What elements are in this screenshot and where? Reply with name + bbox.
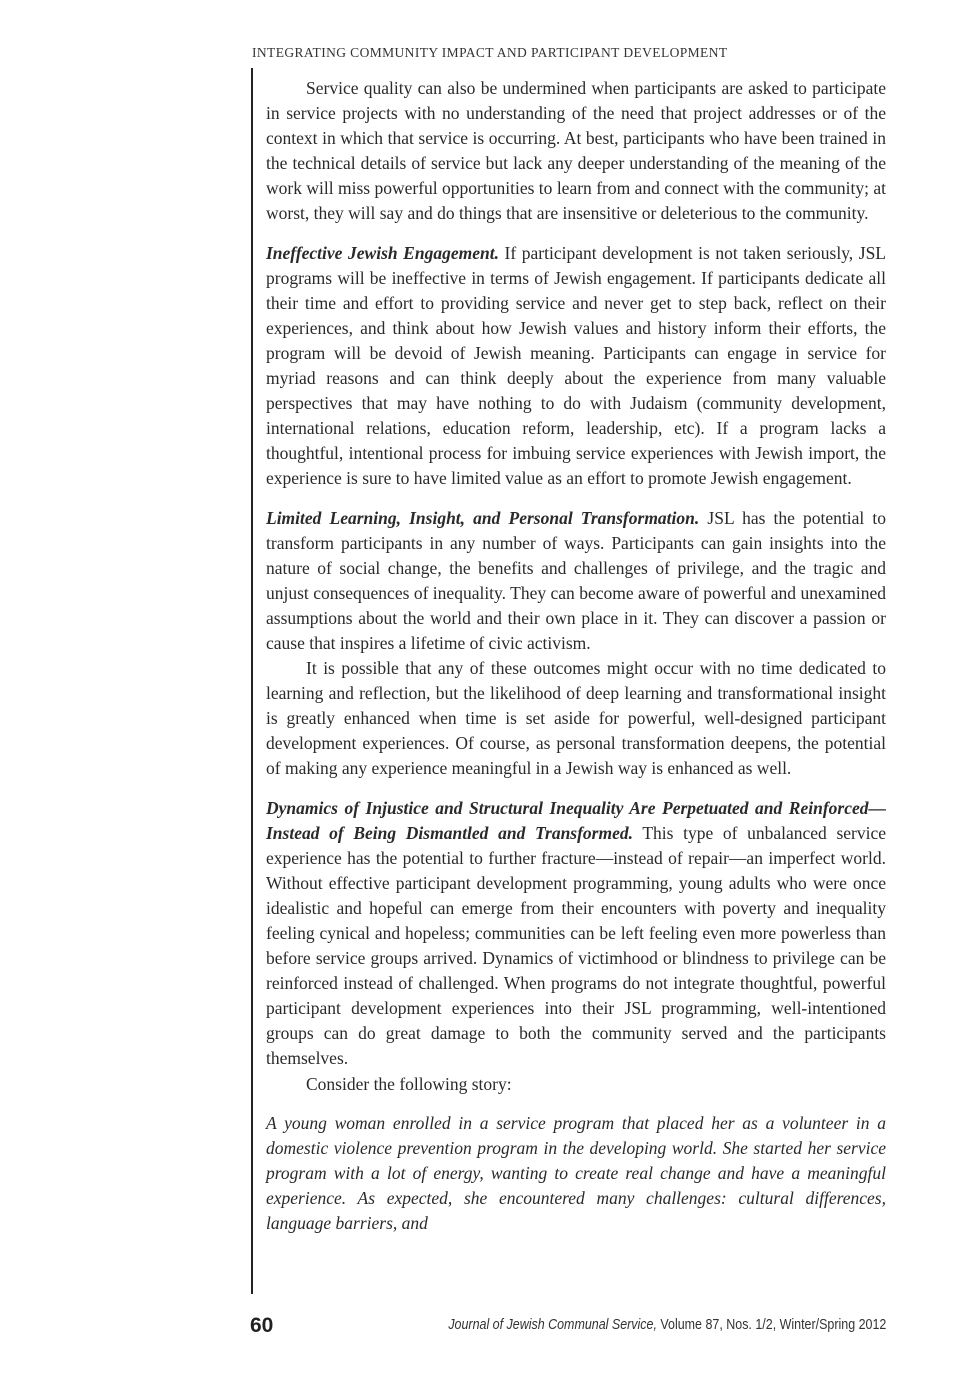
paragraph-service-quality: Service quality can also be undermined when participants are asked to participate in service projects with no understanding of the need that project addresses or of the context in which that service is occurring. At best, participants who have been trained in the technical details of service but lack any deeper understanding of the meaning of the work will miss powerful opportunities to learn from and connect with the community; at worst, they will say and do things that are insensitive or deleterious to the community.	[266, 78, 886, 224]
paragraph-limited-learning	[266, 506, 886, 657]
article-body	[266, 76, 886, 1236]
section-lead-dynamics-injustice: Dynamics of Injustice and Structural Inequality Are Perpetuated and Reinforced—Instead of Being Dismantled and Transformed.	[266, 797, 886, 843]
story-excerpt: A young woman enrolled in a service program that placed her as a volunteer in a domestic violence prevention program in the developing world. She started her service program with a lot of energy, wanting to create real change and have a meaningful experience. As expected, she encountered many challenges: cultural differences, language barriers, and	[266, 1112, 886, 1234]
section-text-ineffective-engagement: If participant development is not taken seriously, JSL programs will be ineffective in terms of Jewish engagement. If participants dedicate all their time and effort to providing service and never get to step back, reflect on their experiences, and think about how Jewish values and history inform their efforts, the program will be devoid of Jewish meaning. Participants can engage in service for myriad reasons and can think deeply about the experience from many valuable perspectives that may have nothing to do with Judaism (community development, international relations, education reform, leadership, etc). If a program lacks a thoughtful, intentional process for imbuing service experiences with Jewish import, the experience is sure to have limited value as an effort to promote Jewish engagement.	[266, 242, 886, 489]
section-lead-limited-learning: Limited Learning, Insight, and Personal Transformation.	[266, 507, 700, 528]
journal-issue: Volume 87, Nos. 1/2, Winter/Spring 2012	[656, 1317, 886, 1333]
running-head: INTEGRATING COMMUNITY IMPACT AND PARTICIPANT DEVELOPMENT	[252, 45, 728, 60]
page-number: 60	[250, 1314, 274, 1337]
section-lead-ineffective-engagement: Ineffective Jewish Engagement.	[266, 242, 499, 263]
paragraph-dynamics-injustice	[266, 796, 886, 1072]
paragraph-ineffective-engagement	[266, 241, 886, 492]
section-text-dynamics-injustice: This type of unbalanced service experience has the potential to further fracture—instead of repair—an imperfect world. Without effective participant development programming, young adults who were once idealistic and hopeful can emerge from their encounters with poverty and inequality feeling cynical and hopeless; communities can be left feeling even more powerless than before service groups arrived. Dynamics of victimhood or blindness to privilege can be reinforced instead of challenged. When programs do not integrate thoughtful, powerful participant development experiences into their JSL programming, well-intentioned groups can do great damage to both the community served and the participants themselves.	[266, 822, 886, 1069]
section-text-limited-learning: JSL has the potential to transform participants in any number of ways. Participants can gain insights into the nature of social change, the benefits and challenges of privilege, and the tragic and unjust consequences of inequality. They can become aware of powerful and unexamined assumptions about the world and their own place in it. They can discover a passion or cause that inspires a lifetime of civic activism.	[266, 507, 886, 653]
page-footer	[250, 1314, 886, 1338]
journal-title: Journal of Jewish Communal Service,	[447, 1317, 657, 1333]
journal-citation	[448, 1317, 886, 1333]
paragraph-learning-reflection: It is possible that any of these outcomes might occur with no time dedicated to learning and reflection, but the likelihood of deep learning and transformational insight is greatly enhanced when time is set aside for powerful, well-designed participant development experiences. Of course, as personal transformation deepens, the potential of making any experience meaningful in a Jewish way is enhanced as well.	[266, 658, 886, 779]
margin-rule	[251, 68, 253, 1294]
paragraph-consider-story: Consider the following story:	[306, 1073, 512, 1094]
